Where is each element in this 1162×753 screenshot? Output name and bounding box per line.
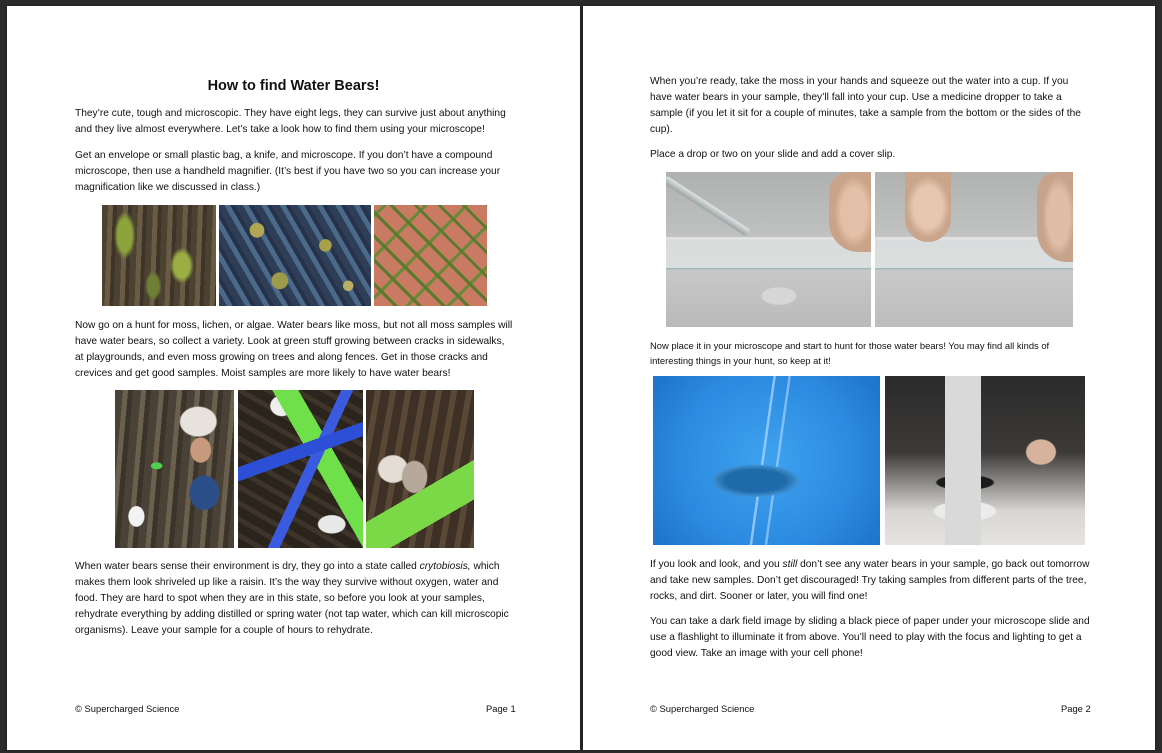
brick-moss-photo <box>374 205 487 306</box>
finger <box>1037 172 1073 262</box>
lichen-photo <box>219 205 371 306</box>
sample-cup-photo <box>366 390 474 548</box>
hunt-paragraph: Now go on a hunt for moss, lichen, or algae. Water bears like moss, but not all moss samples will have water bears, so collect a variety. Look at green stuff growing between cracks in sidewalks, at playgrounds, and even moss growing on trees and along fences. Get in those cracks and crevices and get good samples. Moist samples are more likely to have water bears! <box>75 320 513 379</box>
page-2 <box>583 6 1155 750</box>
slide-paragraph: Place a drop or two on your slide and add a cover slip. <box>650 149 896 160</box>
cryptobiosis-paragraph: When water bears sense their environment is dry, they go into a state called crytobiosis, which makes them look shriveled up like a raisin. It’s the way they survive without oxygen, water and food. They are hard to spot when they are in this state, so before you look at your samples, rehydrate everything by adding distilled or spring water (not tap water, which can kill microscopic organisms). Leave your sample for a couple of hours to rehydrate. <box>75 561 509 636</box>
page-1 <box>7 6 580 750</box>
finger <box>829 172 871 252</box>
microscope-photo <box>885 376 1085 545</box>
squeeze-paragraph: When you’re ready, take the moss in your hands and squeeze out the water into a cup. If you have water bears in your sample, they’ll fall into your cup. Use a medicine dropper to take a sample (if you let it sit for a couple of minutes, take a sample from the bottom or the sides of the cup). <box>650 76 1081 135</box>
intro-paragraph: They’re cute, tough and microscopic. They have eight legs, they can survive just about anything and they live almost everywhere. Let’s take a look how to find them using your microscope! <box>75 108 506 135</box>
tweezers-sample-photo <box>238 390 363 548</box>
page-title: How to find Water Bears! <box>207 78 380 94</box>
footer-page-number: Page 2 <box>1061 703 1091 714</box>
water-bear-micrograph <box>653 376 880 545</box>
dropper-slide-photo <box>666 172 871 327</box>
tree-bark-moss-photo <box>102 205 216 306</box>
medicine-dropper <box>666 175 750 236</box>
finger <box>905 172 951 242</box>
microscope-paragraph: Now place it in your microscope and start to hunt for those water bears! You may find all kinds of interesting things in your hunt, so keep at it! <box>650 340 1050 366</box>
materials-paragraph: Get an envelope or small plastic bag, a knife, and microscope. If you don’t have a compound microscope, then use a handheld magnifier. (It’s best if you have two so you can increase your magnification like we discussed in class.) <box>75 150 501 193</box>
child-collecting-photo <box>115 390 234 548</box>
footer-copyright: © Supercharged Science <box>650 703 755 714</box>
dark-field-paragraph: You can take a dark field image by sliding a black piece of paper under your microscope slide and use a flashlight to illuminate it from above. You’ll need to play with the focus and lighting to get a good view. Take an image with your cell phone! <box>650 616 1090 659</box>
footer-page-number: Page 1 <box>486 703 516 714</box>
footer-copyright: © Supercharged Science <box>75 703 180 714</box>
cover-slip-photo <box>875 172 1073 327</box>
persistence-paragraph: If you look and look, and you still don’t see any water bears in your sample, go back out tomorrow and take new samples. Don’t get discouraged! Try taking samples from different parts of the tree, rocks, and dirt. Sooner or later, you will find one! <box>650 559 1090 602</box>
